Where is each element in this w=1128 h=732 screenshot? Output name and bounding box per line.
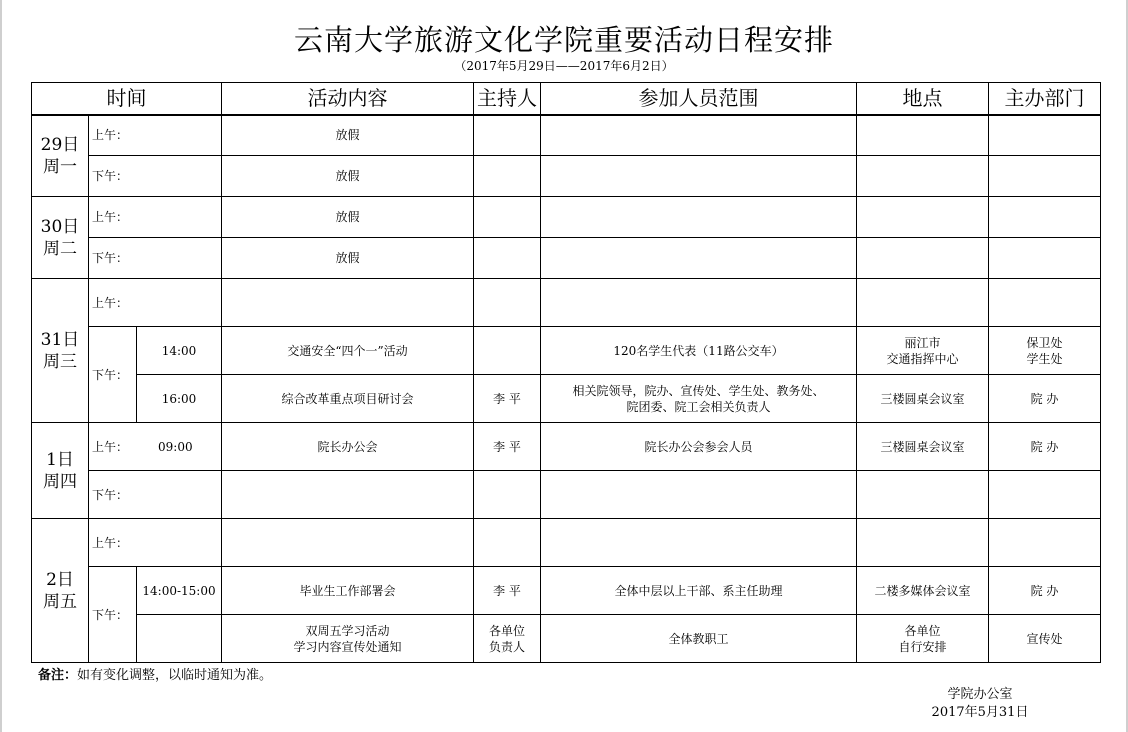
- day-weekday: 周四: [43, 471, 77, 492]
- location-cell: [857, 238, 989, 279]
- time-cell: 16:00: [137, 375, 222, 423]
- table-row: [32, 327, 1101, 375]
- host-cell: 李 平: [474, 375, 541, 423]
- organizer-cell: [989, 115, 1101, 156]
- pm-label: 下午：: [89, 567, 137, 663]
- participants-cell: 全体教职工: [541, 615, 857, 663]
- location-line: 各单位: [904, 623, 941, 638]
- table-row: [32, 197, 1101, 238]
- activity-content: 放假: [222, 156, 474, 197]
- activity-content: [222, 615, 474, 663]
- day-cell: [32, 115, 89, 197]
- pm-label: 下午：: [89, 327, 137, 423]
- participants-cell: [541, 156, 857, 197]
- am-label: 上午：: [89, 519, 222, 567]
- organizer-cell: [989, 471, 1101, 519]
- time-cell: 14:00: [137, 327, 222, 375]
- day-cell: [32, 279, 89, 423]
- activity-content: 放假: [222, 238, 474, 279]
- header-content: 活动内容: [222, 83, 474, 115]
- day-date: 2日: [46, 569, 74, 590]
- organizer-cell: 宣传处: [989, 615, 1101, 663]
- participants-line: 院团委、院工会相关负责人: [626, 399, 771, 414]
- host-cell: [474, 615, 541, 663]
- header-participants: 参加人员范围: [541, 83, 857, 115]
- table-row: [32, 238, 1101, 279]
- location-cell: 三楼圆桌会议室: [857, 375, 989, 423]
- activity-content: [222, 279, 474, 327]
- participants-cell: 120名学生代表（11路公交车）: [541, 327, 857, 375]
- pm-label: 下午：: [89, 471, 222, 519]
- activity-content: 交通安全“四个一”活动: [222, 327, 474, 375]
- time-value: 09:00: [158, 439, 193, 454]
- location-cell: 三楼圆桌会议室: [857, 423, 989, 471]
- participants-cell: [541, 115, 857, 156]
- left-border: [0, 0, 2, 732]
- participants-cell: [541, 375, 857, 423]
- day-date: 31日: [40, 329, 80, 350]
- date-range-subtitle: （2017年5月29日——2017年6月2日）: [454, 59, 674, 73]
- day-cell: [32, 197, 89, 279]
- location-cell: [857, 197, 989, 238]
- participants-cell: 院长办公会参会人员: [541, 423, 857, 471]
- host-cell: [474, 279, 541, 327]
- organizer-cell: 院 办: [989, 567, 1101, 615]
- note-label: 备注：: [38, 668, 78, 683]
- document-title: 云南大学旅游文化学院重要活动日程安排: [293, 23, 834, 57]
- host-cell: [474, 197, 541, 238]
- table-row: [32, 615, 1101, 663]
- header-location: 地点: [857, 83, 989, 115]
- am-label: 上午：: [89, 197, 222, 238]
- participants-line: 相关院领导，院办、宣传处、学生处、教务处、: [572, 383, 825, 398]
- location-cell: [857, 327, 989, 375]
- day-weekday: 周二: [43, 238, 77, 259]
- activity-content: 综合改革重点项目研讨会: [222, 375, 474, 423]
- participants-cell: [541, 519, 857, 567]
- organizer-cell: [989, 279, 1101, 327]
- participants-cell: [541, 197, 857, 238]
- host-cell: [474, 156, 541, 197]
- organizer-cell: 院 办: [989, 375, 1101, 423]
- organizer-cell: [989, 156, 1101, 197]
- activity-content: 放假: [222, 115, 474, 156]
- day-cell: [32, 423, 89, 519]
- day-date: 1日: [46, 449, 74, 470]
- pm-label: 下午：: [89, 238, 222, 279]
- day-weekday: 周一: [43, 156, 77, 177]
- organizer-cell: [989, 327, 1101, 375]
- day-weekday: 周五: [43, 591, 77, 612]
- activity-content: 放假: [222, 197, 474, 238]
- am-label: 上午：: [89, 279, 222, 327]
- host-cell: [474, 471, 541, 519]
- header-organizer: 主办部门: [989, 83, 1101, 115]
- location-line: 交通指挥中心: [886, 351, 959, 366]
- location-cell: [857, 279, 989, 327]
- signature-office: 学院办公室: [947, 687, 1013, 702]
- table-row: [32, 156, 1101, 197]
- location-cell: [857, 156, 989, 197]
- host-cell: [474, 115, 541, 156]
- organizer-cell: 院 办: [989, 423, 1101, 471]
- pm-label: 下午：: [89, 156, 222, 197]
- location-line: 丽江市: [904, 335, 941, 350]
- day-date: 30日: [40, 216, 80, 237]
- participants-cell: 全体中层以上干部、系主任助理: [541, 567, 857, 615]
- host-cell: [474, 327, 541, 375]
- header-time: 时间: [32, 83, 222, 115]
- table-row: [32, 375, 1101, 423]
- table-row: [32, 115, 1101, 156]
- organizer-line: 学生处: [1026, 351, 1063, 366]
- organizer-cell: [989, 197, 1101, 238]
- location-line: 自行安排: [898, 639, 947, 654]
- am-label: 上午：: [92, 439, 129, 454]
- table-row: [32, 279, 1101, 327]
- day-weekday: 周三: [43, 351, 77, 372]
- activity-content: 院长办公会: [222, 423, 474, 471]
- activity-content: [222, 519, 474, 567]
- table-row: [32, 567, 1101, 615]
- participants-cell: [541, 279, 857, 327]
- location-cell: [857, 519, 989, 567]
- location-cell: [857, 115, 989, 156]
- host-line: 各单位: [488, 623, 525, 638]
- day-cell: [32, 519, 89, 663]
- footnote: [38, 664, 272, 683]
- activity-line: 学习内容宣传处通知: [293, 639, 402, 654]
- activity-content: [222, 471, 474, 519]
- header-row: [32, 83, 1101, 115]
- organizer-cell: [989, 519, 1101, 567]
- host-cell: 李 平: [474, 567, 541, 615]
- signature-date: 2017年5月31日: [931, 705, 1029, 720]
- location-cell: 二楼多媒体会议室: [857, 567, 989, 615]
- header-host: 主持人: [474, 83, 541, 115]
- organizer-line: 保卫处: [1026, 335, 1063, 350]
- am-label: 上午：: [89, 115, 222, 156]
- am-label-with-time: [89, 423, 222, 471]
- time-cell: [137, 615, 222, 663]
- table-row: [32, 519, 1101, 567]
- host-cell: [474, 519, 541, 567]
- table-row: [32, 423, 1101, 471]
- host-line: 负责人: [488, 639, 525, 654]
- location-cell: [857, 471, 989, 519]
- host-cell: [474, 238, 541, 279]
- note-text: 如有变化调整，以临时通知为准。: [77, 668, 273, 683]
- organizer-cell: [989, 238, 1101, 279]
- schedule-table: [31, 82, 1101, 663]
- signature-block: [925, 686, 1035, 722]
- host-cell: 李 平: [474, 423, 541, 471]
- day-date: 29日: [40, 134, 80, 155]
- table-row: [32, 471, 1101, 519]
- time-cell: 14:00-15:00: [137, 567, 222, 615]
- participants-cell: [541, 471, 857, 519]
- location-cell: [857, 615, 989, 663]
- activity-line: 双周五学习活动: [305, 623, 390, 638]
- participants-cell: [541, 238, 857, 279]
- activity-content: 毕业生工作部署会: [222, 567, 474, 615]
